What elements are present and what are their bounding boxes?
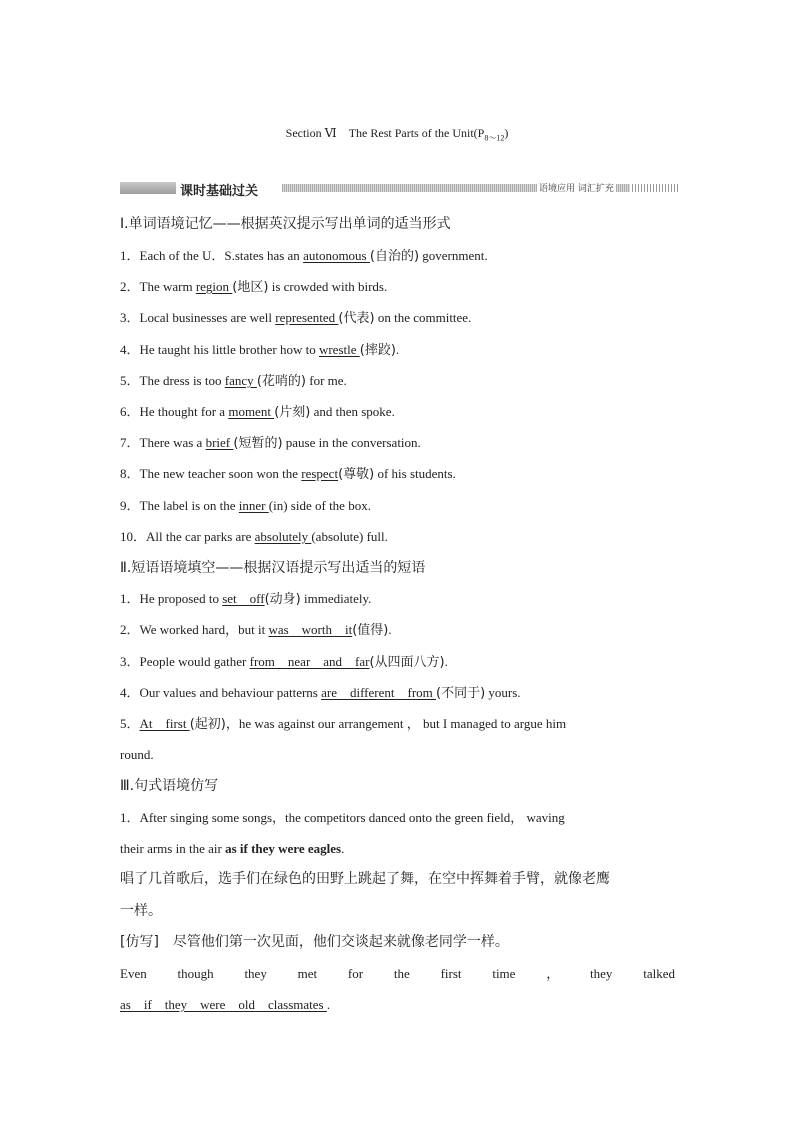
- item-text: Local businesses are well: [139, 310, 276, 325]
- item-text: is crowded with birds.: [268, 279, 388, 294]
- part1-heading: Ⅰ.单词语境记忆——根据英汉提示写出单词的适当形式: [120, 216, 451, 232]
- item-number: 5．: [120, 373, 140, 388]
- answer-word: moment: [228, 404, 275, 419]
- answer-word: respect: [301, 466, 339, 481]
- answer-word: represented: [275, 310, 339, 325]
- part2-item-3: [120, 652, 675, 673]
- item-text: on the committee.: [374, 310, 472, 325]
- part1-item-3: [120, 308, 675, 329]
- part3-sentence-line1: 1．After singing some songs，the competitors danced onto the green field， waving: [120, 810, 565, 825]
- answer-word: autonomous: [303, 248, 370, 263]
- item-text: and then spoke.: [310, 404, 395, 419]
- answer-word: region: [195, 279, 233, 294]
- hint: (动身): [264, 592, 301, 607]
- period: .: [326, 997, 331, 1012]
- hint: (片刻): [274, 405, 311, 420]
- part1-item-6: [120, 402, 675, 423]
- word: ，: [546, 966, 560, 981]
- item-text: of his students.: [374, 466, 456, 481]
- imitate-prompt: [仿写] 尽管他们第一次见面，他们交谈起来就像老同学一样。: [120, 934, 509, 950]
- item-number: 10．: [120, 529, 147, 544]
- word: they: [244, 966, 267, 981]
- sentence-text: their arms in the air: [120, 841, 226, 856]
- translation-line1: 唱了几首歌后，选手们在绿色的田野上跳起了舞，在空中挥舞着手臂，就像老鹰: [120, 871, 610, 887]
- imitate-answer-line1: [120, 964, 675, 984]
- word: for: [347, 966, 364, 981]
- item-number: 8．: [120, 466, 140, 481]
- item-number: 9．: [120, 498, 140, 513]
- item-number: 6．: [120, 404, 140, 419]
- banner-label: 课时基础过关: [180, 184, 259, 199]
- word: first: [440, 966, 462, 981]
- item-text: ，he was against our arrangement ， but I managed to argue him: [225, 716, 567, 731]
- part2-item-1: [120, 589, 675, 610]
- hint: (值得): [352, 623, 389, 638]
- item-text: Our values and behaviour patterns: [139, 685, 322, 700]
- item-text: .: [395, 342, 400, 357]
- page-title: [0, 124, 794, 143]
- word: time: [492, 966, 516, 981]
- item-number: 3．: [120, 654, 140, 669]
- answer-phrase: are different from: [321, 685, 437, 700]
- part3-sentence-line2: [120, 839, 675, 859]
- item-text: People would gather: [139, 654, 250, 669]
- word: the: [393, 966, 410, 981]
- part2-item-2: [120, 620, 675, 641]
- hint: (从四面八方): [369, 655, 445, 670]
- item-text: The new teacher soon won the: [139, 466, 302, 481]
- item-number: 4．: [120, 685, 140, 700]
- item-text: .: [444, 654, 448, 669]
- part1-item-4: [120, 340, 675, 361]
- hint: (地区): [232, 280, 269, 295]
- part1-item-8: [120, 464, 675, 485]
- sentence-text: .: [341, 841, 345, 856]
- item-text: The label is on the: [139, 498, 239, 513]
- word: though: [177, 966, 214, 981]
- item-number: 7．: [120, 435, 140, 450]
- answer-word: brief: [205, 435, 234, 450]
- word: they: [590, 966, 613, 981]
- item-number: 4．: [120, 342, 140, 357]
- banner-right-label: 语境应用 词汇扩充: [537, 181, 616, 194]
- hint: (摔跤): [359, 343, 396, 358]
- part1-item-10: [120, 527, 675, 547]
- word: talked: [643, 966, 675, 981]
- item-text: yours.: [485, 685, 521, 700]
- title-close: ): [504, 126, 509, 140]
- translation-line2: 一样。: [120, 903, 162, 919]
- answer-phrase: At first: [139, 716, 190, 731]
- hint: (自治的): [369, 249, 420, 264]
- item-text: All the car parks are: [146, 529, 255, 544]
- hint: (起初): [189, 717, 226, 732]
- item-text: He proposed to: [139, 591, 223, 606]
- part2-item-5: [120, 714, 675, 735]
- item-number: 2．: [120, 622, 140, 637]
- part1-item-1: [120, 246, 675, 267]
- part1-item-2: [120, 277, 675, 298]
- item-text: government.: [419, 248, 488, 263]
- title-main: Section Ⅵ The Rest Parts of the Unit(P: [285, 126, 485, 140]
- answer-phrase: as if they were old classmates: [120, 997, 327, 1012]
- hint: (不同于): [436, 686, 486, 701]
- part2-item-4: [120, 683, 675, 704]
- part3-heading: Ⅲ.句式语境仿写: [120, 778, 219, 794]
- item-text: We worked hard，but it: [139, 622, 269, 637]
- item-text: .: [388, 622, 392, 637]
- answer-phrase: was worth it: [268, 622, 353, 637]
- banner-tail-stripes: [632, 184, 680, 192]
- item-number: 1．: [120, 248, 140, 263]
- hint: (absolute): [311, 529, 364, 544]
- banner-grey-block: [120, 182, 176, 194]
- answer-phrase: set off: [222, 591, 265, 606]
- title-sub: 8～12: [484, 133, 505, 143]
- word: Even: [120, 966, 147, 981]
- answer-phrase: from near and far: [249, 654, 370, 669]
- part1-item-5: [120, 371, 675, 392]
- key-structure: as if they were eagles: [225, 841, 342, 856]
- item-number: 1．: [120, 591, 140, 606]
- item-text: The dress is too: [139, 373, 225, 388]
- hint: (尊敬): [338, 467, 375, 482]
- item-number: 2．: [120, 279, 140, 294]
- imitate-answer-line2: [120, 995, 675, 1015]
- hint: (花哨的): [256, 374, 307, 389]
- hint: (短暂的): [233, 436, 283, 451]
- part1-item-7: [120, 433, 675, 454]
- word: met: [297, 966, 318, 981]
- answer-word: fancy: [224, 373, 257, 388]
- hint: (in): [268, 498, 288, 513]
- part2-heading: Ⅱ.短语语境填空——根据汉语提示写出适当的短语: [120, 560, 426, 576]
- item-text: The warm: [139, 279, 196, 294]
- item-text: Each of the U．S.states has an: [139, 248, 304, 263]
- item-text: There was a: [139, 435, 206, 450]
- hint: (代表): [338, 311, 375, 326]
- item-number: 5．: [120, 716, 140, 731]
- item-text: He taught his little brother how to: [139, 342, 319, 357]
- item-text: pause in the conversation.: [282, 435, 421, 450]
- part1-item-9: [120, 496, 675, 516]
- item-text: full.: [363, 529, 388, 544]
- part2-item-5-cont: round.: [120, 747, 154, 762]
- answer-word: absolutely: [254, 529, 312, 544]
- section-banner: [120, 180, 680, 199]
- item-text: side of the box.: [287, 498, 371, 513]
- item-text: for me.: [306, 373, 347, 388]
- item-number: 3．: [120, 310, 140, 325]
- item-text: immediately.: [300, 591, 372, 606]
- item-text: He thought for a: [139, 404, 229, 419]
- answer-word: wrestle: [318, 342, 360, 357]
- answer-word: inner: [238, 498, 269, 513]
